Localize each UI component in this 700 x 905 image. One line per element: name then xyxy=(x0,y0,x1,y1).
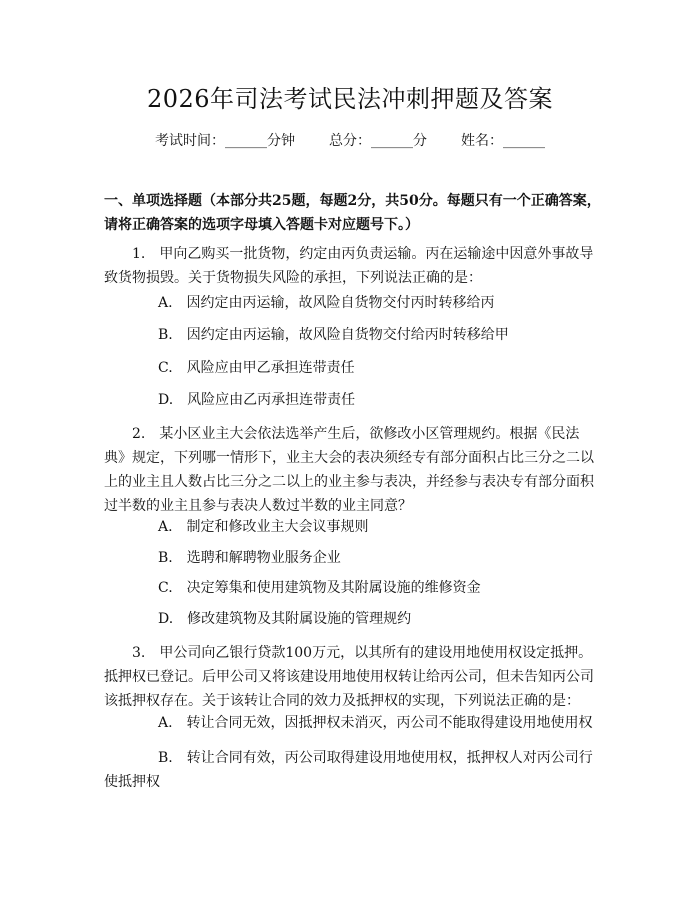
question-3-option-a: A. 转让合同无效，因抵押权未消灭，丙公司不能取得建设用地使用权 xyxy=(158,715,593,731)
question-1-option-d: D. 风险应由乙丙承担连带责任 xyxy=(158,392,356,408)
question-2-option-c: C. 决定筹集和使用建筑物及其附属设施的维修资金 xyxy=(158,580,481,596)
question-3-stem: 3. 甲公司向乙银行贷款100万元，以其所有的建设用地使用权设定抵押。抵押权已登记。后甲公司又将该建设用地使用权转让给丙公司，但未告知丙公司该抵押权存在。关于该转让合同的效力及抵押权的实现，下列说法正确的是： xyxy=(104,645,594,709)
question-1-stem: 1. 甲向乙购买一批货物，约定由丙负责运输。丙在运输途中因意外事故导致货物损毁。关于货物损失风险的承担，下列说法正确的是： xyxy=(104,246,594,286)
question-1-option-a: A. 因约定由丙运输，故风险自货物交付丙时转移给丙 xyxy=(158,295,495,311)
question-2-option-d: D. 修改建筑物及其附属设施的管理规约 xyxy=(158,611,412,627)
question-1-option-c: C. 风险应由甲乙承担连带责任 xyxy=(158,360,355,376)
question-2-stem: 2. 某小区业主大会依法选举产生后，欲修改小区管理规约。根据《民法典》规定，下列哪一情形下，业主大会的表决须经专有部分面积占比三分之二以上的业主且人数占比三分之二以上的业主参与表决，并经参与表决专有部分面积过半数的业主且参与表决人数过半数的业主同意？ xyxy=(104,426,594,514)
name-field: 姓名：______ xyxy=(461,133,545,149)
question-2-option-b: B. 选聘和解聘物业服务企业 xyxy=(158,550,341,566)
exam-info-line xyxy=(0,131,700,151)
total-score-field: 总分：______分 xyxy=(329,133,427,149)
question-1-option-b: B. 因约定由丙运输，故风险自货物交付给丙时转移给甲 xyxy=(158,327,509,343)
question-3-option-b: B. 转让合同有效，丙公司取得建设用地使用权，抵押权人对丙公司行使抵押权 xyxy=(104,750,593,790)
exam-time-field: 考试时间：______分钟 xyxy=(155,133,295,149)
question-2-option-a: A. 制定和修改业主大会议事规则 xyxy=(158,519,369,535)
section-heading: 一、单项选择题（本部分共25题，每题2分，共50分。每题只有一个正确答案，请将正确答案的选项字母填入答题卡对应题号下。） xyxy=(104,193,601,233)
page-title: 2026年司法考试民法冲刺押题及答案 xyxy=(146,85,554,113)
